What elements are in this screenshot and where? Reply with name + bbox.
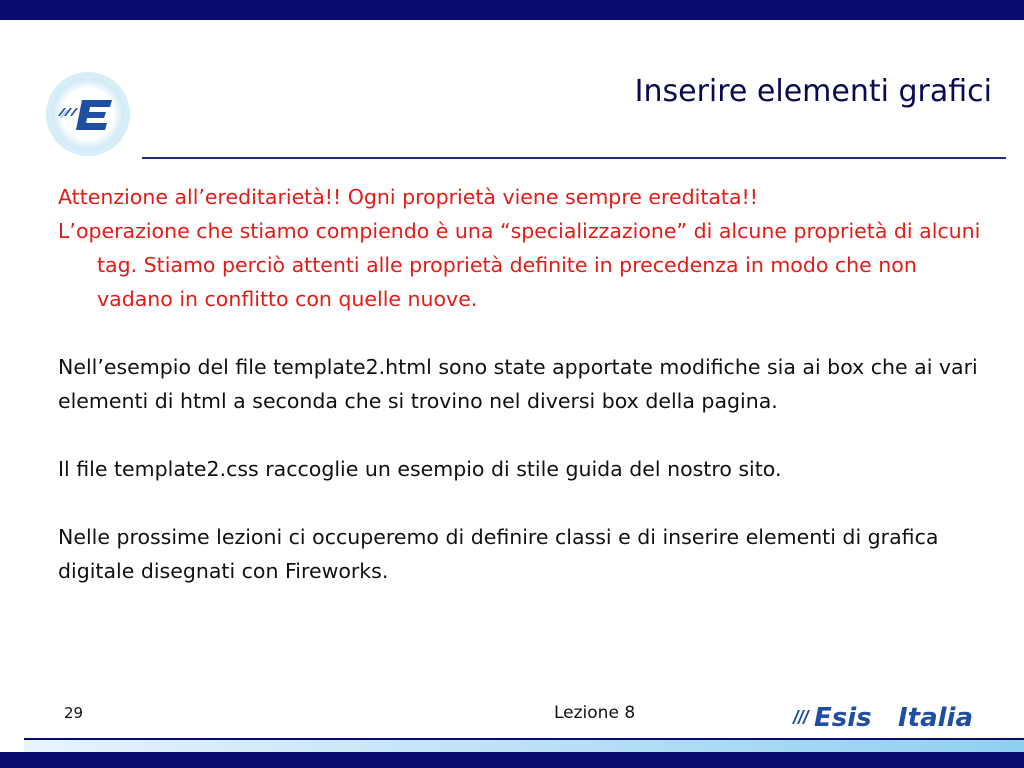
- brand-esis: Esis: [814, 703, 872, 732]
- brand-italia: Italia: [898, 703, 974, 732]
- esis-italia-logo-icon: [790, 700, 1010, 732]
- example-paragraph: Nell’esempio del file template2.html sono state apportate modifiche sia ai box che ai vari elementi di html a seconda che si trovino nel diversi box della pagina.: [58, 355, 978, 413]
- slide-content: [58, 180, 998, 588]
- top-bar: [0, 0, 1024, 20]
- bottom-bar: [0, 752, 1024, 768]
- footer-stripe: [24, 740, 1024, 752]
- next-lessons-paragraph: Nelle prossime lezioni ci occuperemo di definire classi e di inserire elementi di grafica digitale disegnati con Fireworks.: [58, 525, 939, 583]
- lesson-label: Lezione 8: [554, 703, 636, 723]
- esis-e-logo-icon: [44, 70, 132, 158]
- slide-title: Inserire elementi grafici: [634, 74, 992, 109]
- warning-line: Attenzione all’ereditarietà!! Ogni proprietà viene sempre ereditata!!: [58, 185, 758, 209]
- specialization-note: L’operazione che stiamo compiendo è una “specializzazione” di alcune proprietà di alcuni tag. Stiamo perciò attenti alle proprietà definite in precedenza in modo che non vadano in conflitto con quelle nuove.: [58, 219, 981, 311]
- page-number: 29: [64, 704, 84, 722]
- title-divider: [142, 157, 1006, 159]
- css-paragraph: Il file template2.css raccoglie un esempio di stile guida del nostro sito.: [58, 457, 782, 481]
